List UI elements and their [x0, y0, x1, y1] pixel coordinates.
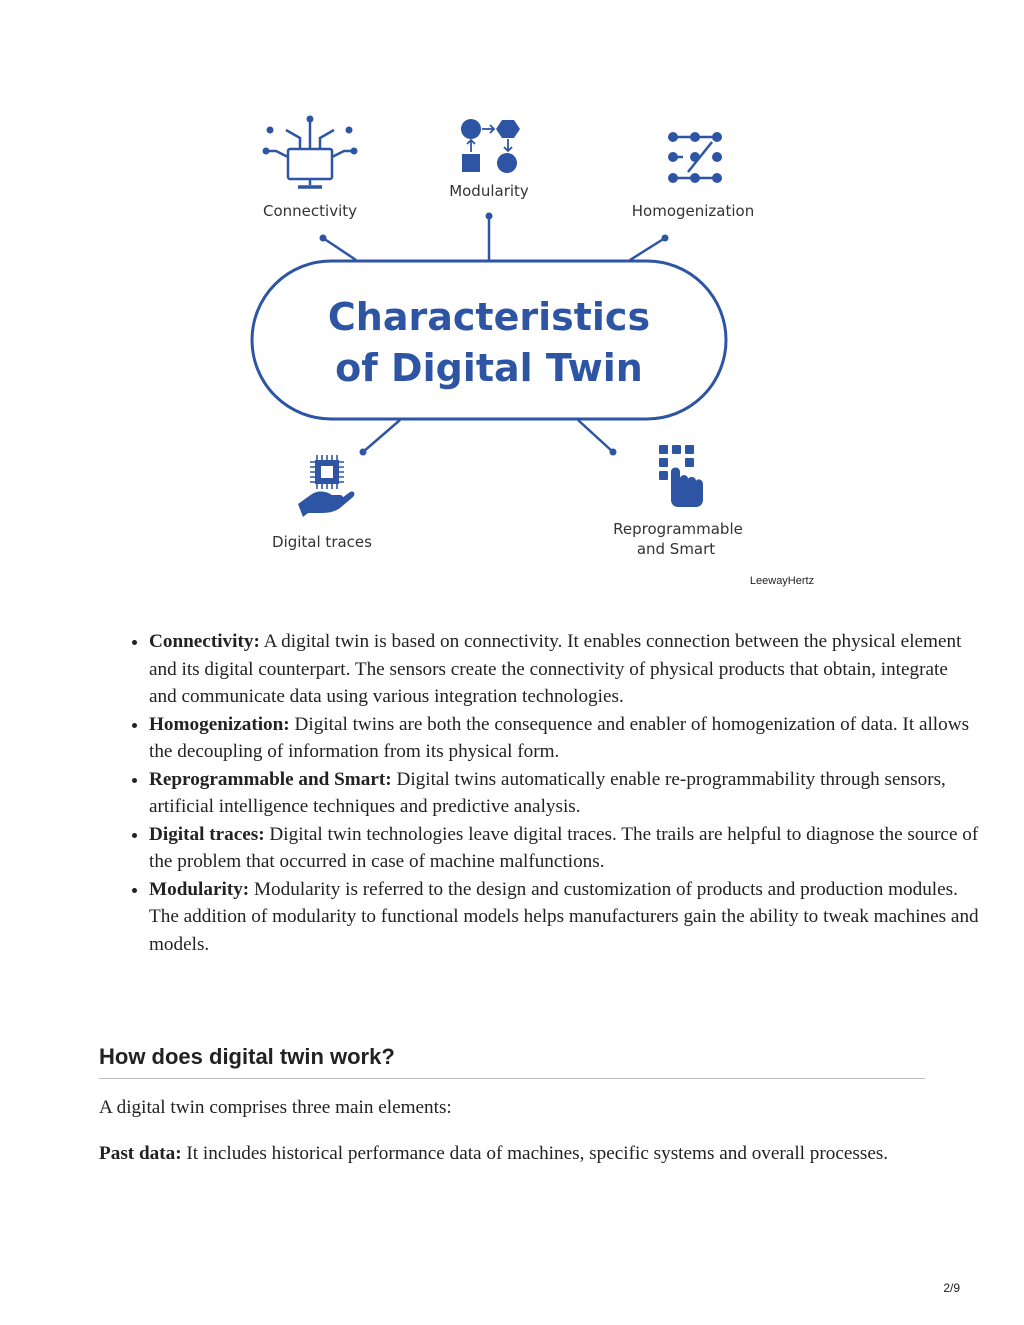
keypad-touch-icon [659, 445, 703, 507]
label-digital-traces: Digital traces [272, 533, 372, 551]
label-homogenization: Homogenization [631, 202, 755, 220]
dot-grid-network-icon [668, 132, 722, 183]
bullet-text: Digital twins automatically enable re-programmability through sensors, artificial intelligence techniques and predictive analysis. [149, 768, 946, 817]
list-item [149, 628, 979, 711]
modular-shapes-icon [461, 119, 520, 173]
bullet-text: Modularity is referred to the design and customization of products and production modules. The addition of modularity to functional models helps manufacturers gain the ability to tweak machines and models. [149, 878, 979, 955]
center-title-line1: Characteristics [327, 295, 651, 339]
past-data-term: Past data: [99, 1143, 182, 1164]
label-connectivity: Connectivity [263, 202, 357, 220]
bullet-term: Connectivity: [149, 631, 260, 652]
label-reprogrammable-line1: Reprogrammable [613, 520, 743, 538]
list-item [149, 821, 979, 876]
center-title-line2: of Digital Twin [335, 346, 643, 390]
monitor-network-icon [266, 120, 354, 187]
label-modularity: Modularity [449, 182, 529, 200]
bullet-term: Modularity: [149, 878, 250, 900]
bullet-term: Reprogrammable and Smart: [149, 768, 392, 790]
list-item [149, 711, 979, 766]
bullet-term: Digital traces: [149, 823, 265, 845]
chip-in-hand-icon [298, 455, 354, 517]
center-pill [252, 261, 726, 419]
past-data-paragraph [99, 1140, 925, 1168]
past-data-text: It includes historical performance data of machines, specific systems and overall processes. [181, 1143, 889, 1164]
bullet-text: Digital twin technologies leave digital traces. The trails are helpful to diagnose the source of the problem that occurred in case of machine malfunctions. [149, 823, 979, 872]
bullet-text: Digital twins are both the consequence and enabler of homogenization of data. It allows the decoupling of information from its physical form. [149, 713, 970, 762]
characteristics-diagram [0, 0, 1024, 600]
bullet-term: Homogenization: [149, 713, 290, 735]
list-item [149, 876, 979, 959]
list-item [149, 766, 979, 821]
bullet-text: A digital twin is based on connectivity. It enables connection between the physical element and its digital counterpart. The sensors create the connectivity of physical products that obtain, integrate and communicate data using various integration technologies. [149, 631, 962, 707]
section-heading: How does digital twin work? [99, 1044, 925, 1079]
characteristics-list [104, 628, 979, 958]
intro-paragraph: A digital twin comprises three main elements: [99, 1097, 452, 1118]
image-credit: LeewayHertz [749, 575, 815, 587]
page-number: 2/9 [943, 1281, 960, 1295]
label-reprogrammable-line2: and Smart [636, 540, 716, 558]
